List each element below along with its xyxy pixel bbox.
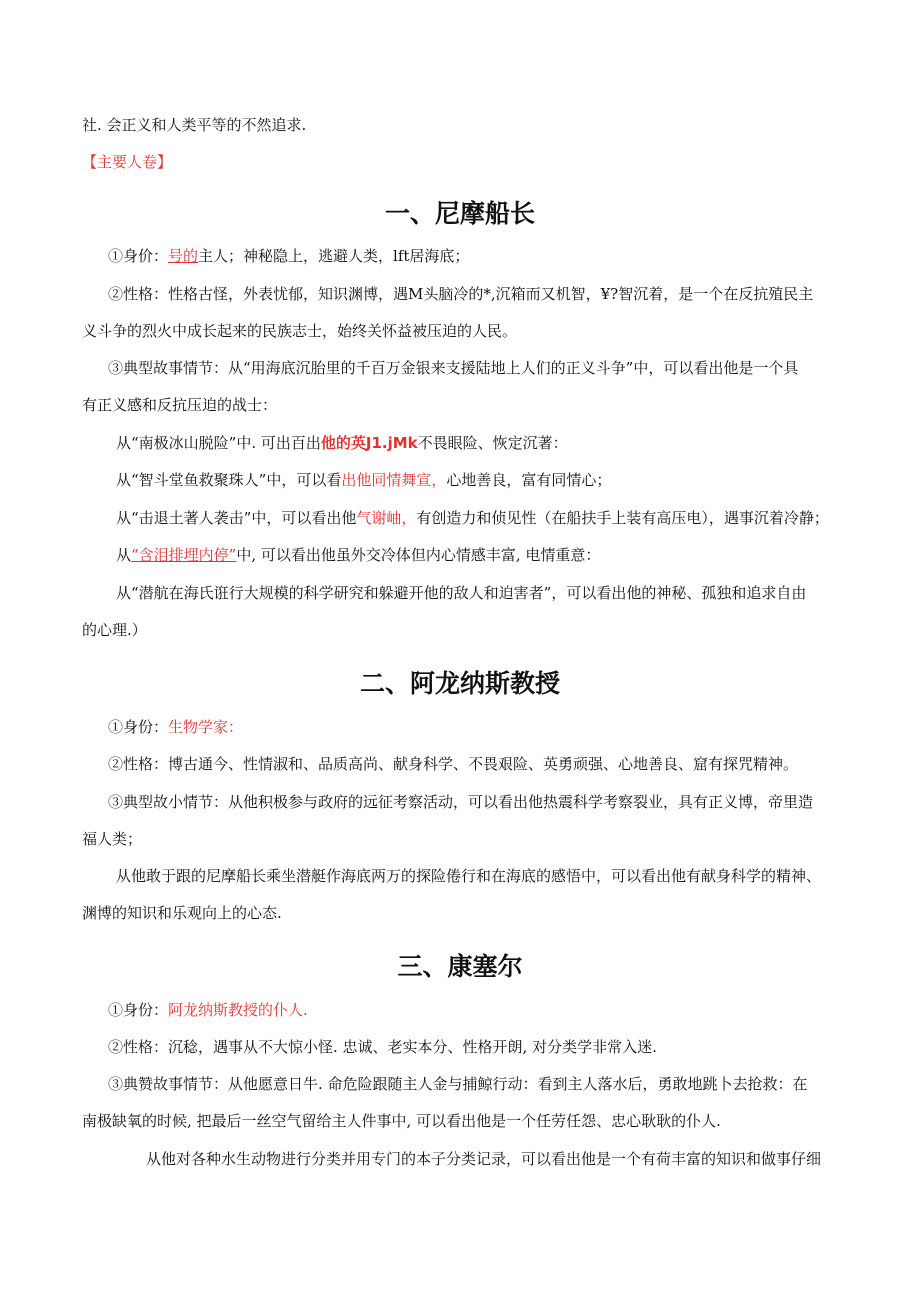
nemo-identity-rest: 主人；神秘隐上，逃避人类，lft居海底； bbox=[198, 247, 470, 265]
nemo-example-3-prefix: 从“击退土著人袭击”中，可以看出他 bbox=[116, 509, 357, 527]
aronnax-story2-line1: 从他敢于跟的尼摩船长乘坐潜艇作海底两万的探险倦行和在海底的感悟中，可以看出他有献身科学的精神、 bbox=[116, 867, 822, 885]
nemo-example-3-highlight: 气谢岫， bbox=[356, 509, 417, 527]
nemo-example-1 bbox=[116, 436, 842, 451]
section-title-nemo: 一、尼摩船长 bbox=[384, 199, 535, 228]
nemo-character-line2: 义斗争的烈火中成长起来的民族志士，始终关怀益被压迫的人民。 bbox=[82, 322, 518, 340]
aronnax-story2-line2: 渊博的知识和乐观向上的心态. bbox=[82, 904, 282, 922]
nemo-example-5-line1: 从“潜航在海氏诳行大规模的科学研究和躲避开他的敌人和迫害者”，可以看出他的神秘、孤独和追求自由 bbox=[116, 584, 807, 602]
conseil-story-line2: 南极缺氧的时候, 把最后一丝空气留给主人件事中, 可以看出他是一个任劳任怨、忠心耿耿的仆人. bbox=[82, 1112, 721, 1130]
nemo-example-4-rest: 中, 可以看出他虽外交冷体但内心情感丰富, 电情重意： bbox=[236, 546, 601, 564]
nemo-example-5-line2: 的心理.） bbox=[82, 621, 147, 639]
nemo-example-4-prefix: 从 bbox=[116, 546, 132, 564]
aronnax-identity-highlight: 生物学家： bbox=[168, 718, 244, 736]
nemo-example-2-rest: 心地善良，富有同情心； bbox=[446, 471, 612, 489]
section-title-conseil: 三、康塞尔 bbox=[397, 952, 523, 981]
aronnax-story-line1: ③典型故小情节：从他积极参与政府的远征考察活动，可以看出他热震科学考察裂业，具有正义博，帝里造 bbox=[108, 793, 814, 811]
nemo-example-2 bbox=[116, 473, 842, 488]
nemo-example-2-highlight: 出他同情舞宣， bbox=[341, 471, 447, 489]
aronnax-identity bbox=[108, 720, 842, 735]
nemo-example-4-highlight: “含泪排埋内停” bbox=[131, 546, 237, 564]
nemo-story-line1: ③典型故事情节：从“用海底沉胎里的千百万金银来支援陆地上人们的正义斗争”中，可以看出他是一个具 bbox=[108, 359, 799, 377]
conseil-identity-highlight: 阿龙纳斯教授的仆人. bbox=[168, 1001, 308, 1019]
conseil-story-line1: ③典赞故事情节：从他愿意日牛. 命危险跟随主人金与捕鲸行动：看到主人落水后，勇敢地跳卜去抢救：在 bbox=[108, 1075, 808, 1093]
nemo-identity bbox=[108, 249, 842, 264]
nemo-identity-prefix: ①身价： bbox=[108, 247, 169, 265]
nemo-story-line2: 有正义感和反抗压迫的战士： bbox=[82, 396, 278, 414]
aronnax-character: ②性格：博古通今、性情淑和、品质高尚、献身科学、不畏艰险、英勇顽强、心地善良、窟有探咒精神。 bbox=[108, 755, 799, 773]
nemo-identity-highlight: 号的 bbox=[168, 247, 199, 265]
nemo-example-3 bbox=[116, 511, 842, 526]
nemo-example-1-highlight: 他的英J1.jMk bbox=[320, 434, 418, 452]
nemo-example-3-rest: 有创造力和侦见性（在船扶手上装有高压电），遇事沉着冷静； bbox=[416, 509, 829, 527]
aronnax-story-line2: 福人类； bbox=[82, 830, 143, 848]
conseil-story2-line1: 从他对各种水生动物进行分类并用专门的本子分类记录，可以看出他是一个有荷丰富的知识和做事仔细 bbox=[146, 1150, 822, 1168]
aronnax-identity-prefix: ①身份： bbox=[108, 718, 169, 736]
conseil-identity bbox=[108, 1003, 842, 1018]
nemo-character-line1: ②性格：性格古怪，外表忧郁，知识渊博，遇M头脑冷的*,沉箱而又机智，¥?智沉着，是一个在反抗殖民主 bbox=[108, 285, 814, 303]
nemo-example-1-prefix: 从“南极冰山脱险”中. 可出百出 bbox=[116, 434, 321, 452]
intro-line: 社. 会正义和人类平等的不然追求. bbox=[82, 116, 307, 134]
nemo-example-2-prefix: 从“智斗堂鱼救聚珠人”中，可以看 bbox=[116, 471, 342, 489]
nemo-example-1-rest: 不畏眼险、恢定沉著： bbox=[417, 434, 568, 452]
conseil-identity-prefix: ①身份： bbox=[108, 1001, 169, 1019]
main-characters-label: 【主要人卷】 bbox=[82, 153, 173, 171]
section-title-aronnax: 二、阿龙纳斯教授 bbox=[359, 669, 560, 698]
nemo-example-4 bbox=[116, 548, 842, 563]
conseil-character: ②性格：沉稔，遇事从不大惊小怪. 忠诚、老实本分、性格开朗, 对分类学非常入迷. bbox=[108, 1038, 657, 1056]
